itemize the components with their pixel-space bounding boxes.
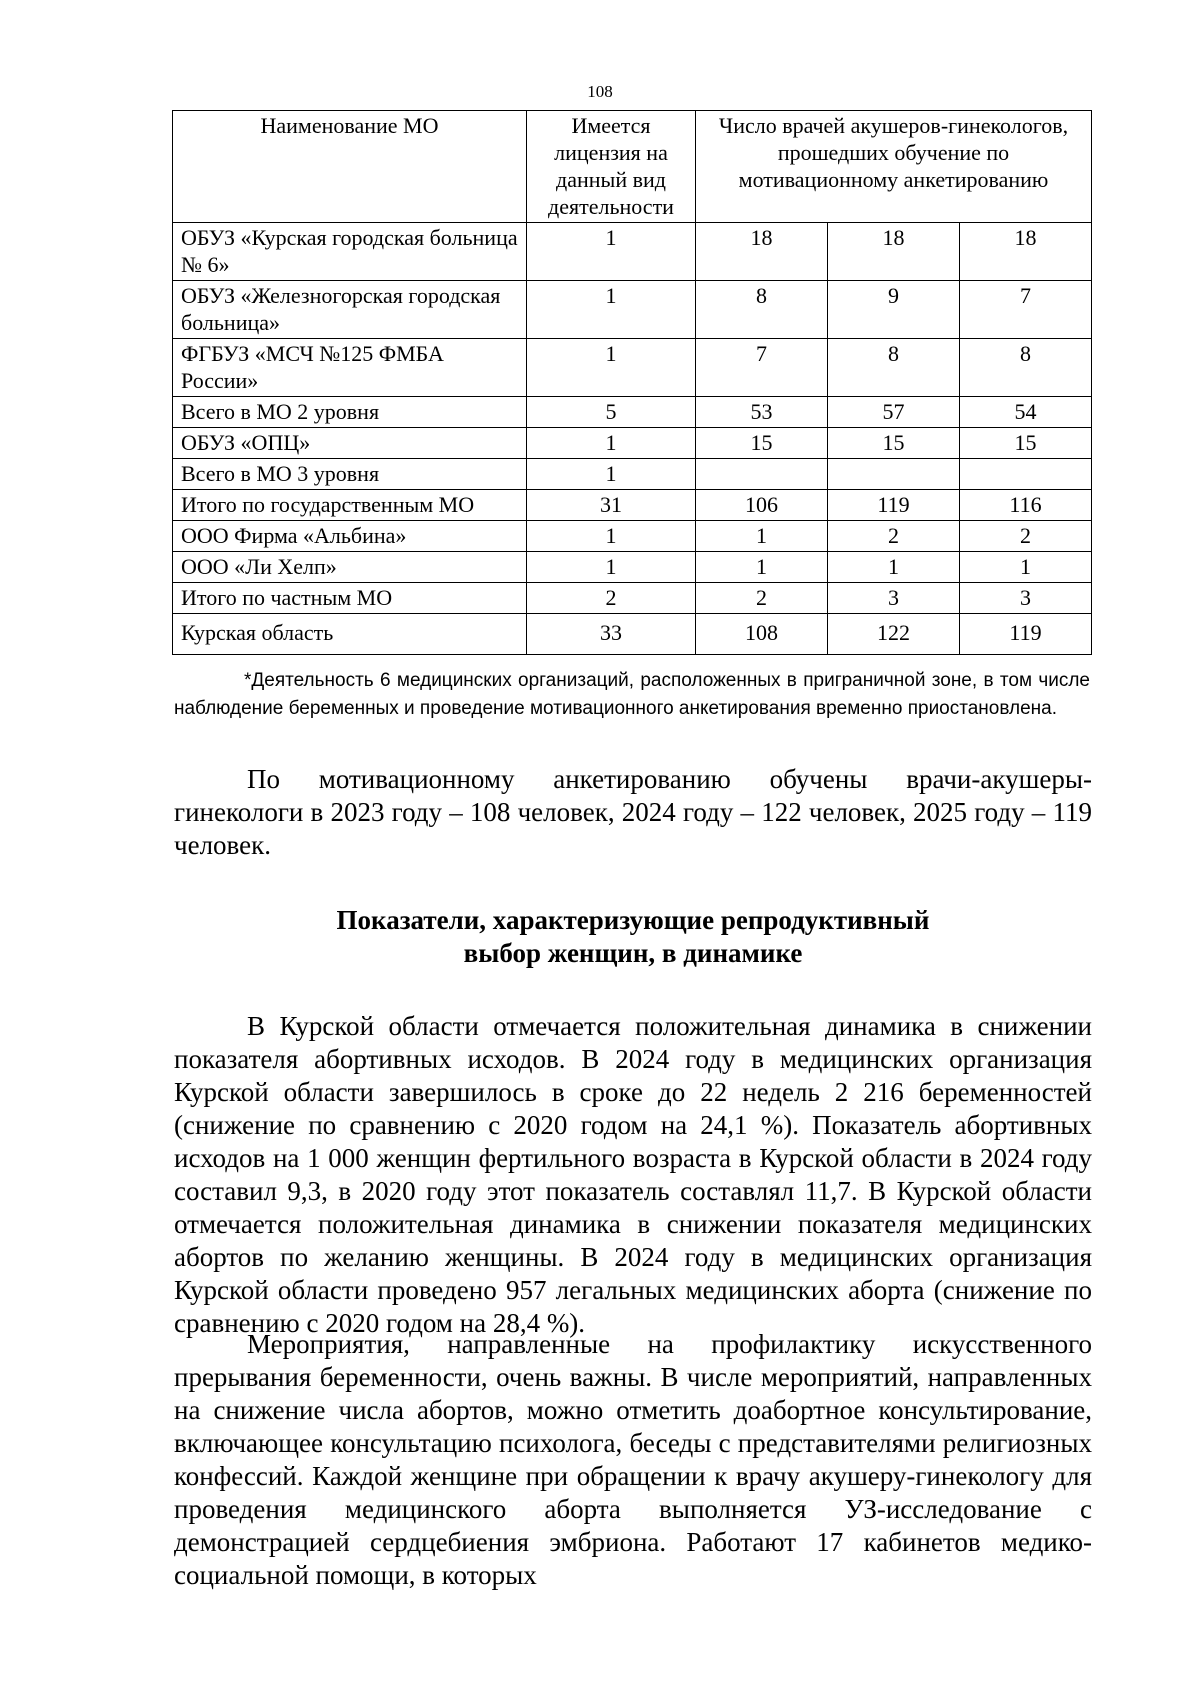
cell-license: 2 [527, 583, 696, 614]
cell-mo-name: Всего в МО 2 уровня [173, 397, 527, 428]
table-row [173, 552, 1092, 583]
page-number: 108 [587, 82, 613, 101]
cell-license: 1 [527, 428, 696, 459]
cell-mo-name: Итого по частным МО [173, 583, 527, 614]
table-row [173, 281, 1092, 339]
paragraph-abortions: В Курской области отмечается положительная динамика в снижении показателя абортивных исходов. В 2024 году в медицинских организация Курской области завершилось в сроке до 22 недель 2 216 беременностей (снижение по сравнению с 2020 годом на 24,1 %). Показатель абортивных исходов на 1 000 женщин фертильного возраста в Курской области в 2024 году составил 9,3, в 2020 году этот показатель составлял 11,7. В Курской области отмечается положительная динамика в снижении показателя медицинских абортов по желанию женщины. В 2024 году в медицинских организация Курской области проведено 957 легальных медицинских аборта (снижение по сравнению с 2020 годом на 28,4 %). [174, 1011, 1092, 1338]
cell-mo-name: ООО Фирма «Альбина» [173, 521, 527, 552]
cell-mo-name: ОБУЗ «Курская городская больница № 6» [173, 223, 527, 281]
table-row [173, 521, 1092, 552]
cell-license: 33 [527, 614, 696, 655]
cell-trained-col-1: 8 [696, 281, 828, 339]
cell-trained-col-3: 116 [960, 490, 1092, 521]
cell-trained-col-2: 1 [828, 552, 960, 583]
section-heading-line-2: выбор женщин, в динамике [463, 938, 803, 968]
cell-trained-col-1: 108 [696, 614, 828, 655]
table-row [173, 614, 1092, 655]
cell-trained-col-3: 8 [960, 339, 1092, 397]
header-trained-doctors: Число врачей акушеров-гинекологов, прошедших обучение по мотивационному анкетированию [696, 111, 1092, 223]
cell-license: 1 [527, 552, 696, 583]
footnote: *Деятельность 6 медицинских организаций, расположенных в приграничной зоне, в том числе наблюдение беременных и проведение мотивационного анкетирования временно приостановлена. [174, 670, 1090, 719]
header-mo-name: Наименование МО [173, 111, 527, 223]
table-header-row [173, 111, 1092, 223]
cell-trained-col-2: 9 [828, 281, 960, 339]
cell-license: 5 [527, 397, 696, 428]
cell-trained-col-3: 1 [960, 552, 1092, 583]
cell-trained-col-3: 119 [960, 614, 1092, 655]
cell-trained-col-1: 106 [696, 490, 828, 521]
table-row [173, 339, 1092, 397]
table-row [173, 428, 1092, 459]
cell-license: 1 [527, 339, 696, 397]
cell-trained-col-2: 15 [828, 428, 960, 459]
cell-mo-name: Итого по государственным МО [173, 490, 527, 521]
cell-trained-col-3: 2 [960, 521, 1092, 552]
cell-trained-col-1: 1 [696, 552, 828, 583]
cell-trained-col-2: 8 [828, 339, 960, 397]
cell-mo-name: ООО «Ли Хелп» [173, 552, 527, 583]
cell-license: 1 [527, 459, 696, 490]
cell-mo-name: Всего в МО 3 уровня [173, 459, 527, 490]
cell-license: 1 [527, 281, 696, 339]
cell-license: 1 [527, 223, 696, 281]
cell-trained-col-1: 7 [696, 339, 828, 397]
cell-trained-col-2: 57 [828, 397, 960, 428]
cell-license: 1 [527, 521, 696, 552]
cell-trained-col-2: 122 [828, 614, 960, 655]
cell-trained-col-1 [696, 459, 828, 490]
cell-mo-name: ОБУЗ «ОПЦ» [173, 428, 527, 459]
cell-trained-col-2: 119 [828, 490, 960, 521]
section-heading [174, 904, 1092, 970]
cell-trained-col-2: 18 [828, 223, 960, 281]
table-row [173, 397, 1092, 428]
cell-mo-name: Курская область [173, 614, 527, 655]
cell-trained-col-3: 15 [960, 428, 1092, 459]
cell-trained-col-1: 18 [696, 223, 828, 281]
cell-trained-col-1: 15 [696, 428, 828, 459]
cell-trained-col-1: 1 [696, 521, 828, 552]
header-license: Имеется лицензия на данный вид деятельности [527, 111, 696, 223]
paragraph-measures: Мероприятия, направленные на профилактику искусственного прерывания беременности, очень важны. В числе мероприятий, направленных на снижение числа абортов, можно отметить доабортное консультирование, включающее консультацию психолога, беседы с представителями религиозных конфессий. Каждой женщине при обращении к врачу акушеру-гинекологу для проведения медицинского аборта выполняется УЗ-исследование с демонстрацией сердцебиения эмбриона. Работают 17 кабинетов медико-социальной помощи, в которых [174, 1329, 1092, 1590]
cell-trained-col-1: 2 [696, 583, 828, 614]
section-heading-line-1: Показатели, характеризующие репродуктивный [336, 905, 930, 935]
cell-trained-col-3 [960, 459, 1092, 490]
cell-trained-col-1: 53 [696, 397, 828, 428]
table-row [173, 583, 1092, 614]
table-row [173, 490, 1092, 521]
cell-license: 31 [527, 490, 696, 521]
table-row [173, 459, 1092, 490]
paragraph-training: По мотивационному анкетированию обучены врачи-акушеры-гинекологи в 2023 году – 108 человек, 2024 году – 122 человек, 2025 году – 119 человек. [174, 764, 1092, 860]
cell-trained-col-3: 18 [960, 223, 1092, 281]
cell-trained-col-3: 54 [960, 397, 1092, 428]
cell-trained-col-2: 2 [828, 521, 960, 552]
cell-trained-col-2 [828, 459, 960, 490]
table-row [173, 223, 1092, 281]
cell-mo-name: ФГБУЗ «МСЧ №125 ФМБА России» [173, 339, 527, 397]
cell-trained-col-3: 3 [960, 583, 1092, 614]
cell-mo-name: ОБУЗ «Железногорская городская больница» [173, 281, 527, 339]
cell-trained-col-3: 7 [960, 281, 1092, 339]
medical-organizations-table [172, 110, 1092, 655]
cell-trained-col-2: 3 [828, 583, 960, 614]
